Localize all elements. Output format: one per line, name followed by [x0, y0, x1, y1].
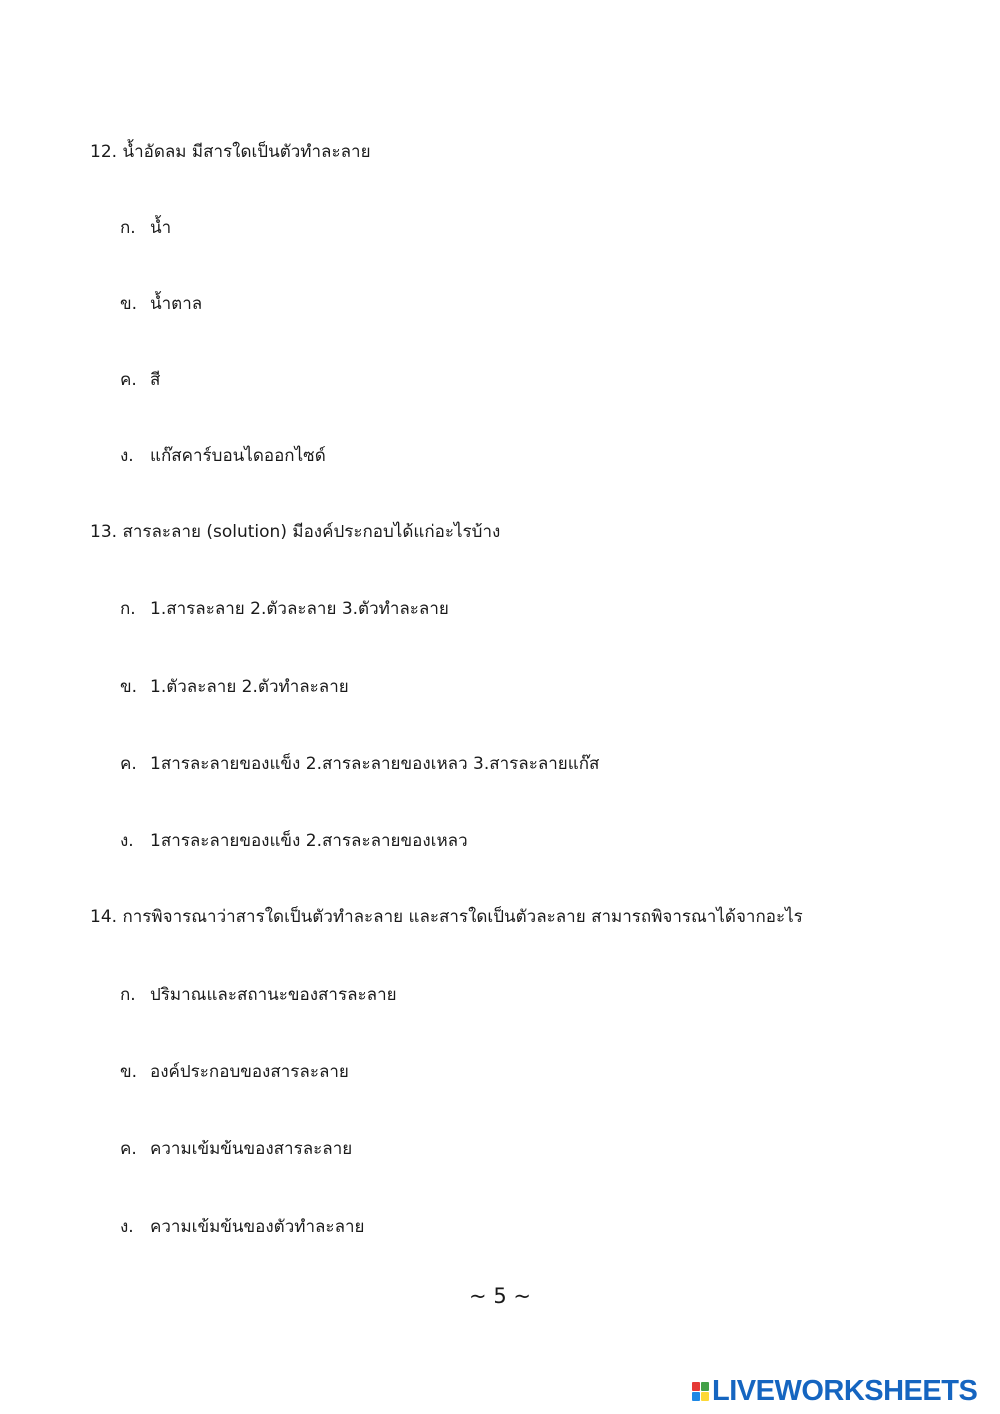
option-text: น้ำ — [150, 218, 172, 238]
option-letter: ค. — [120, 1139, 137, 1159]
option-text: องค์ประกอบของสารละลาย — [150, 1062, 349, 1082]
option-letter: ก. — [120, 599, 136, 619]
logo-square-green — [701, 1382, 709, 1391]
option-text: ปริมาณและสถานะของสารละลาย — [150, 985, 397, 1005]
liveworksheets-logo — [692, 1376, 977, 1406]
question-number: 14. — [90, 907, 118, 927]
option-letter: ก. — [120, 985, 136, 1005]
option-13-a[interactable] — [120, 597, 449, 621]
question-12 — [90, 140, 371, 164]
option-letter: ก. — [120, 218, 136, 238]
option-letter: ค. — [120, 370, 137, 390]
option-letter: ง. — [120, 1217, 134, 1237]
option-text: น้ำตาล — [150, 294, 203, 314]
option-letter: ข. — [120, 294, 138, 314]
option-text: 1.ตัวละลาย 2.ตัวทำละลาย — [150, 677, 349, 697]
option-13-d[interactable] — [120, 829, 468, 853]
option-14-b[interactable] — [120, 1060, 349, 1084]
option-text: แก๊สคาร์บอนไดออกไซด์ — [150, 446, 326, 466]
option-14-d[interactable] — [120, 1215, 365, 1239]
option-13-c[interactable] — [120, 752, 599, 776]
option-12-c[interactable] — [120, 368, 160, 392]
liveworksheets-logo-icon — [692, 1382, 709, 1401]
option-text: 1สารละลายของแข็ง 2.สารละลายของเหลว — [150, 831, 468, 851]
option-text: 1สารละลายของแข็ง 2.สารละลายของเหลว 3.สารละลายแก๊ส — [150, 754, 600, 774]
question-text: สารละลาย (solution) มีองค์ประกอบได้แก่อะไรบ้าง — [122, 522, 501, 542]
option-letter: ค. — [120, 754, 137, 774]
question-text: การพิจารณาว่าสารใดเป็นตัวทำละลาย และสารใดเป็นตัวละลาย สามารถพิจารณาได้จากอะไร — [122, 907, 803, 927]
option-13-b[interactable] — [120, 675, 349, 699]
logo-square-blue — [692, 1392, 700, 1401]
option-text: ความเข้มข้นของสารละลาย — [150, 1139, 353, 1159]
option-12-b[interactable] — [120, 292, 202, 316]
option-12-a[interactable] — [120, 216, 171, 240]
option-14-a[interactable] — [120, 983, 397, 1007]
option-14-c[interactable] — [120, 1137, 352, 1161]
page-number: ~ 5 ~ — [469, 1284, 531, 1308]
question-number: 13. — [90, 522, 118, 542]
option-letter: ง. — [120, 831, 134, 851]
logo-square-yellow — [701, 1392, 709, 1401]
question-14 — [90, 905, 803, 929]
option-text: 1.สารละลาย 2.ตัวละลาย 3.ตัวทำละลาย — [150, 599, 449, 619]
logo-text: LIVEWORKSHEETS — [712, 1374, 978, 1407]
option-letter: ง. — [120, 446, 134, 466]
option-12-d[interactable] — [120, 444, 326, 468]
option-text: สี — [150, 370, 161, 390]
logo-square-red — [692, 1382, 700, 1391]
question-number: 12. — [90, 142, 118, 162]
question-13 — [90, 520, 500, 544]
option-letter: ข. — [120, 677, 138, 697]
option-letter: ข. — [120, 1062, 138, 1082]
question-text: น้ำอัดลม มีสารใดเป็นตัวทำละลาย — [122, 142, 371, 162]
option-text: ความเข้มข้นของตัวทำละลาย — [150, 1217, 365, 1237]
